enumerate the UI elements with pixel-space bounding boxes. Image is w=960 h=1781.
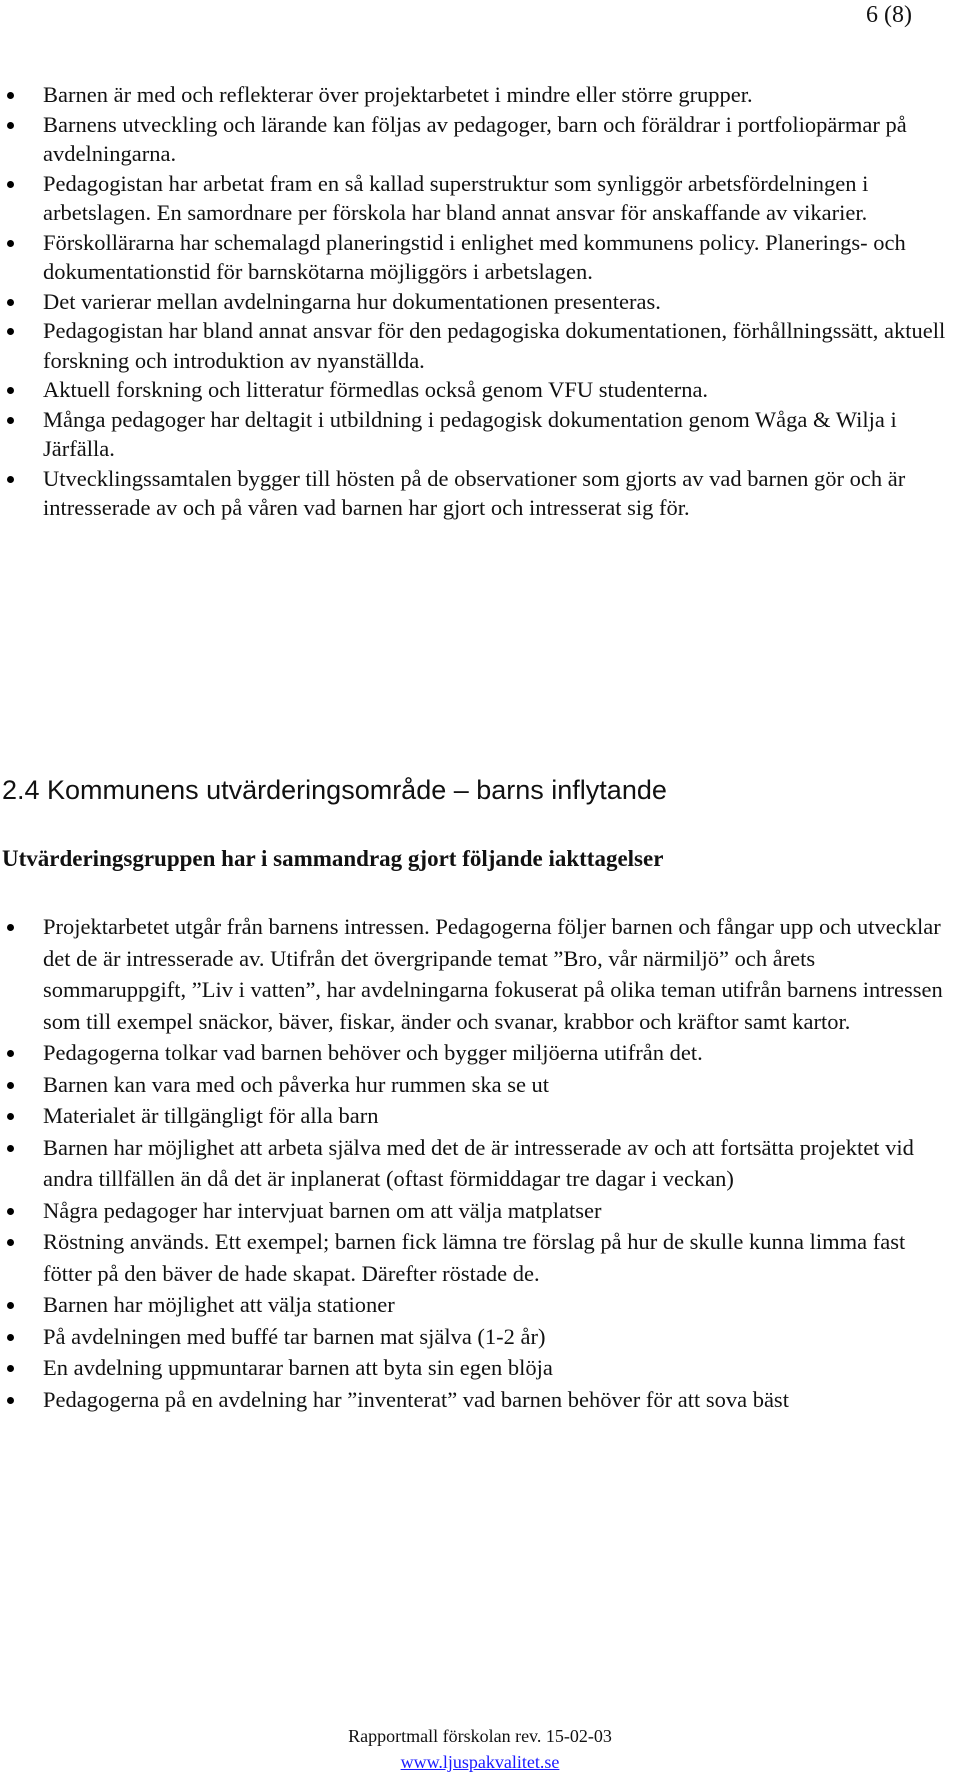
list-item-text: Pedagogistan har arbetat fram en så kallad superstruktur som synliggör arbetsfördelningen i arbetslagen. En samordnare per förskola har bland annat ansvar för anskaffande av vikarier. [43, 170, 869, 225]
list-item-text: Det varierar mellan avdelningarna hur dokumentationen presenteras. [43, 288, 661, 314]
list-item [43, 464, 958, 523]
list-item [43, 1037, 958, 1069]
bullet-icon [7, 1239, 14, 1246]
list-item [43, 316, 958, 375]
list-item-text: På avdelningen med buffé tar barnen mat själva (1-2 år) [43, 1323, 546, 1349]
list-item [43, 80, 958, 110]
bullet-icon [7, 924, 14, 931]
list-item-text: Barnen är med och reflekterar över projektarbetet i mindre eller större grupper. [43, 82, 753, 107]
list-item-text: Utvecklingssamtalen bygger till hösten på de observationer som gjorts av vad barnen gör och är intresserade av och på våren vad barnen har gjort och intresserat sig för. [43, 465, 906, 520]
list-item [43, 911, 958, 1037]
footer-link[interactable]: www.ljuspakvalitet.se [400, 1752, 560, 1772]
list-item-text: Pedagogerna på en avdelning har ”inventerat” vad barnen behöver för att sova bäst [43, 1386, 789, 1412]
list-item-text: Aktuell forskning och litteratur förmedlas också genom VFU studenterna. [43, 377, 709, 402]
bullet-icon [7, 92, 14, 99]
bullet-icon [7, 1082, 14, 1089]
section-heading: 2.4 Kommunens utvärderingsområde – barns inflytande [2, 775, 667, 805]
list-item-text: Projektarbetet utgår från barnens intressen. Pedagogerna följer barnen och fångar upp och utvecklar det de är intresserade av. Utifrån det övergripande temat ”Bro, vår närmiljö” och årets sommaruppgift, ”Liv i vatten”, har avdelningarna fokuserat på olika teman utifrån barnens intressen som till exempel snäckor, bäver, fiskar, änder och svanar, krabbor och kräftor samt kartor. [43, 914, 943, 1034]
list-item [43, 1100, 958, 1132]
bullet-icon [7, 181, 14, 188]
bullet-icon [7, 1334, 14, 1341]
list-item-text: Förskollärarna har schemalagd planeringstid i enlighet med kommunens policy. Planerings- och dokumentationstid för barnskötarna möjliggörs i arbetslagen. [43, 229, 906, 284]
sub-heading: Utvärderingsgruppen har i sammandrag gjort följande iakttagelser [2, 846, 664, 871]
list-item [43, 169, 958, 228]
list-item-text: Pedagogerna tolkar vad barnen behöver och bygger miljöerna utifrån det. [43, 1040, 703, 1065]
list-item-text: Några pedagoger har intervjuat barnen om att välja matplatser [43, 1197, 602, 1223]
list-item-text: Barnen kan vara med och påverka hur rummen ska se ut [43, 1071, 550, 1097]
list-item-text: En avdelning uppmuntarar barnen att byta sin egen blöja [43, 1355, 553, 1380]
list-item-text: Barnen har möjlighet att välja stationer [43, 1292, 395, 1317]
bullet-icon [7, 122, 14, 129]
observation-list-2 [43, 911, 958, 1415]
bullet-icon [7, 1365, 14, 1372]
bullet-icon [7, 1113, 14, 1120]
list-item [43, 287, 958, 317]
list-item-text: Materialet är tillgängligt för alla barn [43, 1103, 379, 1128]
list-item [43, 1195, 958, 1227]
list-item-text: Många pedagoger har deltagit i utbildning i pedagogisk dokumentation genom Wåga & Wilja i Järfälla. [43, 406, 897, 461]
bullet-icon [7, 1208, 14, 1215]
observation-list-1 [43, 80, 958, 523]
list-item-text: Barnen har möjlighet att arbeta själva med det de är intresserade av och att fortsätta projektet vid andra tillfällen än då det är inplanerat (oftast förmiddagar tre dagar i veckan) [43, 1134, 914, 1191]
list-item [43, 1352, 958, 1384]
list-item [43, 1321, 958, 1353]
list-item [43, 1384, 958, 1416]
footer [0, 1752, 960, 1773]
list-item-text: Barnens utveckling och lärande kan följas av pedagoger, barn och föräldrar i portfoliopärmar på avdelningarna. [43, 111, 907, 166]
bullet-icon [7, 240, 14, 247]
bullet-icon [7, 387, 14, 394]
bullet-icon [7, 299, 14, 306]
bullet-icon [7, 1145, 14, 1152]
list-item [43, 375, 958, 405]
bullet-icon [7, 1302, 14, 1309]
bullet-icon [7, 417, 14, 424]
list-item [43, 1069, 958, 1101]
bullet-icon [7, 328, 14, 335]
list-item-text: Röstning används. Ett exempel; barnen fick lämna tre förslag på hur de skulle kunna limma fast fötter på den bäver de hade skapat. Därefter röstade de. [43, 1229, 906, 1286]
list-item [43, 110, 958, 169]
bullet-icon [7, 1050, 14, 1057]
footer-text: Rapportmall förskolan rev. 15-02-03 [348, 1726, 612, 1746]
list-item [43, 1289, 958, 1321]
list-item [43, 228, 958, 287]
page-number: 6 (8) [866, 2, 912, 28]
bullet-icon [7, 1397, 14, 1404]
list-item-text: Pedagogistan har bland annat ansvar för den pedagogiska dokumentationen, förhållningssätt, aktuell forskning och introduktion av nyanställda. [43, 318, 946, 373]
list-item [43, 1132, 958, 1195]
list-item [43, 1226, 958, 1289]
list-item [43, 405, 958, 464]
bullet-icon [7, 476, 14, 483]
